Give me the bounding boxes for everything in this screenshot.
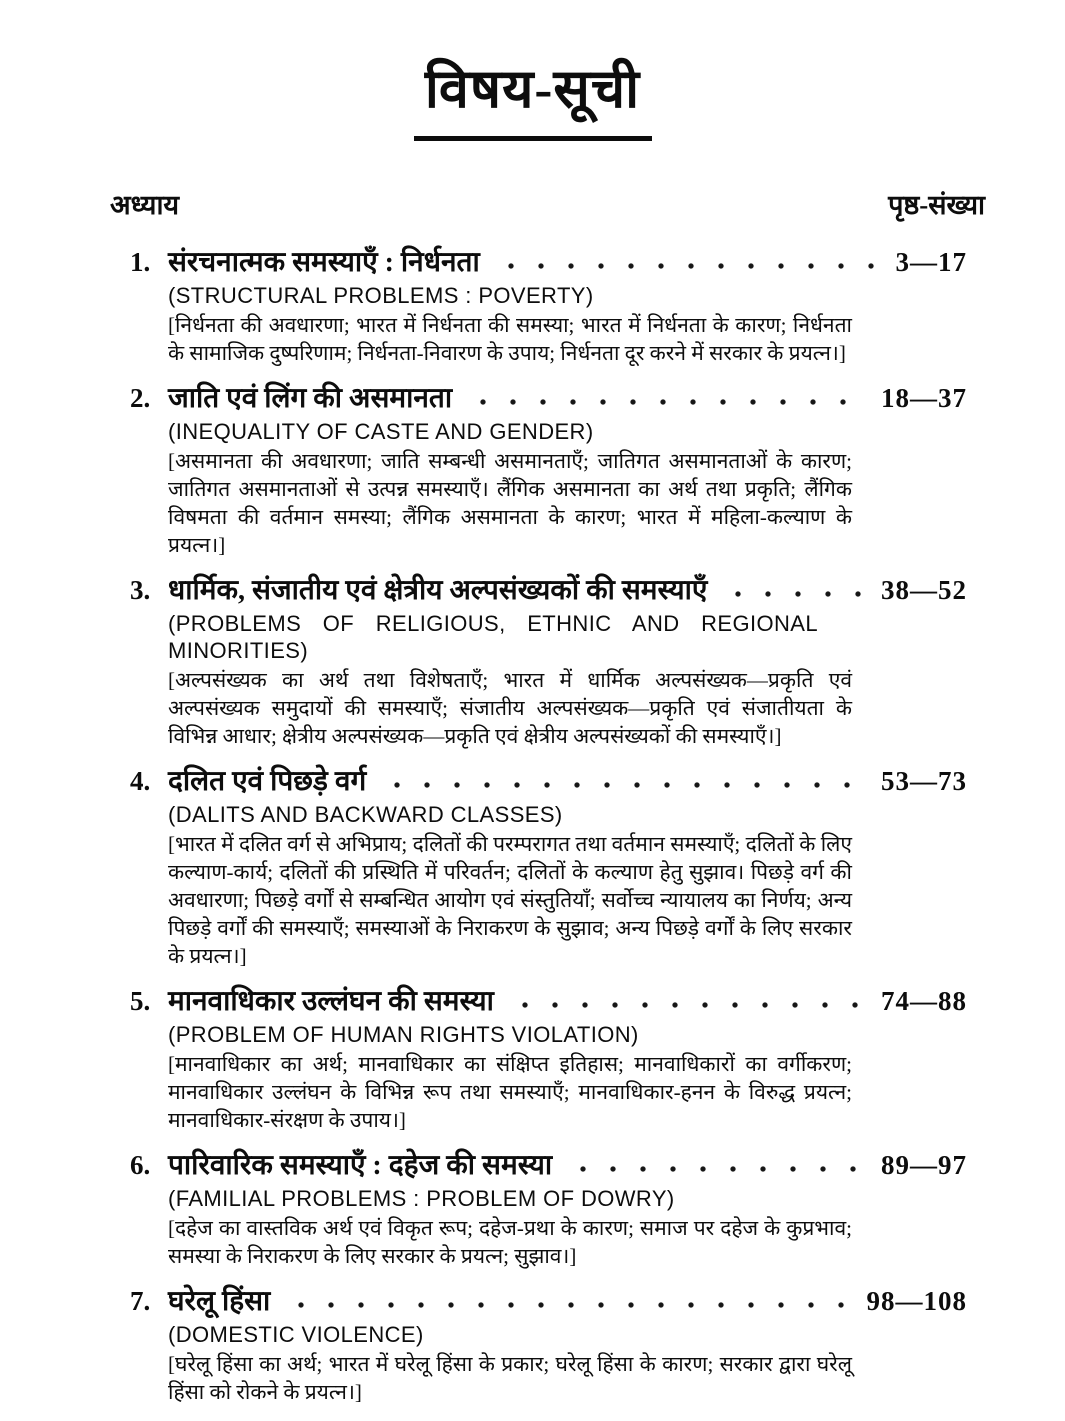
chapter-title-english: (FAMILIAL PROBLEMS : PROBLEM OF DOWRY) [168,1186,675,1211]
toc-entry [130,244,967,367]
chapter-page-range: 89—97 [881,1150,967,1180]
chapter-page-range: 74—88 [881,986,967,1016]
toc-entry [130,1283,967,1406]
toc-entry [130,572,967,750]
toc-entry [130,1147,967,1270]
toc-entry [130,763,967,970]
chapter-title-hindi: दलित एवं पिछड़े वर्ग [168,766,367,797]
dot-leader [568,1160,869,1174]
chapter-column-header: अध्याय [110,190,180,220]
entry-head [130,380,967,417]
column-headers [110,185,985,222]
entry-head [130,1147,967,1184]
chapter-title-english: (PROBLEM OF HUMAN RIGHTS VIOLATION) [168,1022,639,1047]
chapter-number: 6. [130,1150,151,1180]
chapter-description: [घरेलू हिंसा का अर्थ; भारत में घरेलू हिंसा के प्रकार; घरेलू हिंसा के कारण; सरकार द्वारा घरेलू हिंसा को रोकने के प्रयत्न।] [168,1352,852,1404]
chapter-page-range: 38—52 [881,575,967,605]
dot-leader [496,257,884,271]
entry-head [130,983,967,1020]
chapter-title-english: (PROBLEMS OF RELIGIOUS, ETHNIC AND REGIONAL MINORITIES) [168,611,818,663]
chapter-description: [निर्धनता की अवधारणा; भारत में निर्धनता की समस्या; भारत में निर्धनता के कारण; निर्धनता के सामाजिक दुष्परिणाम; निर्धनता-निवारण के उपाय; निर्धनता दूर करने में सरकार के प्रयत्न।] [168,313,852,365]
chapter-title-hindi: धार्मिक, संजातीय एवं क्षेत्रीय अल्पसंख्यकों की समस्याएँ [168,575,708,606]
entry-head [130,763,967,800]
chapter-title-hindi: पारिवारिक समस्याएँ : दहेज की समस्या [168,1150,553,1181]
entry-head [130,1283,967,1320]
toc-entry [130,983,967,1134]
chapter-number: 4. [130,766,151,796]
chapter-title-english: (DALITS AND BACKWARD CLASSES) [168,802,563,827]
chapter-page-range: 53—73 [881,766,967,796]
dot-leader [382,776,869,790]
chapter-description: [अल्पसंख्यक का अर्थ तथा विशेषताएँ; भारत में धार्मिक अल्पसंख्यक—प्रकृति एवं अल्पसंख्यक समुदायों की समस्याएँ; संजातीय अल्पसंख्यक—प्रकृति एवं संजातीयता के विभिन्न आधार; क्षेत्रीय अल्पसंख्यक—प्रकृति एवं क्षेत्रीय अल्पसंख्यकों की समस्याएँ।] [168,668,852,748]
toc-list [130,244,967,1406]
chapter-number: 1. [130,247,151,277]
chapter-title-hindi: मानवाधिकार उल्लंघन की समस्या [168,986,494,1017]
entry-head [130,244,967,281]
chapter-number: 7. [130,1286,151,1316]
entry-body [168,418,967,559]
chapter-title-hindi: जाति एवं लिंग की असमानता [168,383,453,414]
entry-body [168,282,967,367]
chapter-title-english: (DOMESTIC VIOLENCE) [168,1322,424,1347]
chapter-description: [भारत में दलित वर्ग से अभिप्राय; दलितों की परम्परागत तथा वर्तमान समस्याएँ; दलितों के लिए कल्याण-कार्य; दलितों की प्रस्थिति में परिवर्तन; दलितों के कल्याण हेतु सुझाव। पिछड़े वर्ग की अवधारणा; पिछड़े वर्गों से सम्बन्धित आयोग एवं संस्तुतियाँ; सर्वोच्च न्यायालय का निर्णय; अन्य पिछड़े वर्गों की समस्याएँ; समस्याओं के निराकरण के सुझाव; अन्य पिछड़े वर्गों के लिए सरकार के प्रयत्न।] [168,832,852,968]
entry-head [130,572,967,609]
chapter-title-hindi: संरचनात्मक समस्याएँ : निर्धनता [168,247,480,278]
title-underline [414,136,652,141]
chapter-page-range: 98—108 [866,1286,967,1316]
chapter-title-english: (STRUCTURAL PROBLEMS : POVERTY) [168,283,594,308]
entry-body [168,1321,967,1406]
chapter-page-range: 3—17 [895,247,967,277]
entry-body [168,610,967,750]
chapter-page-range: 18—37 [881,383,967,413]
entry-body [168,801,967,970]
entry-body [168,1185,967,1270]
page-title: विषय-सूची [424,59,641,119]
chapter-title-english: (INEQUALITY OF CASTE AND GENDER) [168,419,594,444]
toc-entry [130,380,967,559]
dot-leader [510,996,869,1010]
dot-leader [468,393,869,407]
dot-leader [723,585,869,599]
dot-leader [286,1296,854,1310]
chapter-title-hindi: घरेलू हिंसा [168,1286,271,1317]
chapter-description: [मानवाधिकार का अर्थ; मानवाधिकार का संक्षिप्त इतिहास; मानवाधिकारों का वर्गीकरण; मानवाधिकार उल्लंघन के विभिन्न रूप तथा समस्याएँ; मानवाधिकार-हनन के विरुद्ध प्रयत्न; मानवाधिकार-संरक्षण के उपाय।] [168,1052,852,1132]
chapter-description: [दहेज का वास्तविक अर्थ एवं विकृत रूप; दहेज-प्रथा के कारण; समाज पर दहेज के कुप्रभाव; समस्या के निराकरण के लिए सरकार के प्रयत्न; सुझाव।] [168,1216,852,1268]
chapter-number: 3. [130,575,151,605]
page-number-column-header: पृष्ठ-संख्या [888,190,985,220]
chapter-number: 5. [130,986,151,1016]
chapter-number: 2. [130,383,151,413]
chapter-description: [असमानता की अवधारणा; जाति सम्बन्धी असमानताएँ; जातिगत असमानताओं के कारण; जातिगत असमानताओं से उत्पन्न समस्याएँ। लैंगिक असमानता का अर्थ तथा प्रकृति; लैंगिक विषमता की वर्तमान समस्या; लैंगिक असमानता के कारण; भारत में महिला-कल्याण के प्रयत्न।] [168,449,852,557]
entry-body [168,1021,967,1134]
